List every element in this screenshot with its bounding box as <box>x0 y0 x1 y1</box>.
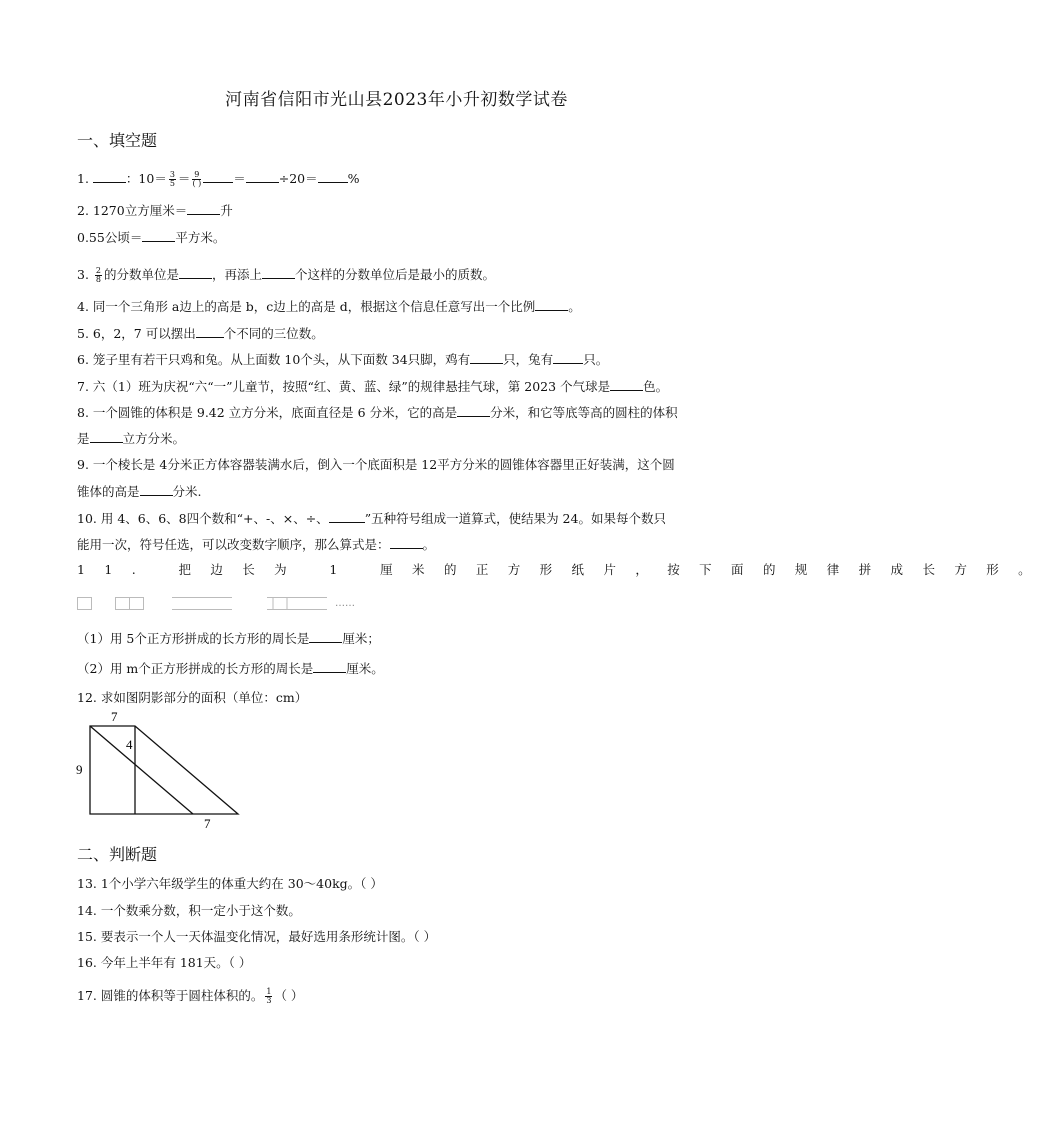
diagonal-line <box>90 726 193 814</box>
answer-blank[interactable] <box>470 351 503 364</box>
question-11: 11. 把边长为 1 厘米的正方形纸片，按下面的规律拼成长方形。 <box>77 562 1050 577</box>
label-inner: 4 <box>126 737 133 752</box>
question-11-sub-2: （2）用 m个正方形拼成的长方形的周长是 厘米。 <box>77 661 384 676</box>
answer-blank[interactable] <box>313 660 346 673</box>
answer-blank[interactable] <box>142 229 175 242</box>
answer-blank[interactable] <box>329 510 365 523</box>
question-15: 15. 要表示一个人一天体温变化情况，最好选用条形统计图。（ ） <box>77 929 437 944</box>
question-13: 13. 1个小学六年级学生的体重大约在 30～40kg。（ ） <box>77 876 383 891</box>
label-bottom: 7 <box>204 816 211 831</box>
section-judge-heading: 二、判断题 <box>77 845 158 864</box>
answer-blank[interactable] <box>179 266 212 279</box>
answer-blank[interactable] <box>187 202 220 215</box>
question-9-line-2: 锥体的高是 分米. <box>77 484 202 499</box>
tile-1-square <box>78 598 92 610</box>
question-3: 3. $\frac{2}{8}$ 的分数单位是 ，再添上 个这样的分数单位后是最小的质数。 <box>77 266 496 284</box>
answer-blank[interactable] <box>90 430 123 443</box>
fraction: $\frac{1}{3}$ <box>266 987 272 1005</box>
answer-blank[interactable] <box>309 630 342 643</box>
question-2-part-2: 0.55公顷＝ 平方米。 <box>77 230 226 245</box>
question-16: 16. 今年上半年有 181天。（ ） <box>77 955 252 970</box>
fraction: $\frac{3}{5}$ <box>169 170 175 188</box>
geometry-figure <box>73 707 248 836</box>
answer-blank[interactable] <box>457 404 490 417</box>
answer-blank[interactable] <box>535 298 568 311</box>
fraction: $\frac{9}{( )}$ <box>192 170 202 188</box>
ellipsis: …… <box>335 598 355 609</box>
square-tiles-pattern <box>77 595 377 609</box>
question-12: 12. 求如图阴影部分的面积（单位：cm） <box>77 690 308 705</box>
label-left: 9 <box>76 762 83 777</box>
question-2: 2. 1270立方厘米＝ 升 <box>77 203 233 218</box>
answer-blank[interactable] <box>246 170 279 183</box>
tile-2-square-a <box>116 598 130 610</box>
answer-blank[interactable] <box>318 170 348 183</box>
question-10: 10. 用 4、6、6、8四个数和“+、-、×、÷、 ”五种符号组成一道算式，使结果为 24。如果每个数只 <box>77 511 666 526</box>
answer-blank[interactable] <box>553 351 583 364</box>
question-8: 8. 一个圆锥的体积是 9.42 立方分米，底面直径是 6 分米，它的高是 分米，和它等底等高的圆柱的体积 <box>77 405 678 420</box>
question-8-line-2: 是 立方分米。 <box>77 431 186 446</box>
page-title: 河南省信阳市光山县2023年小升初数学试卷 <box>225 90 568 110</box>
section-fill-heading: 一、填空题 <box>77 131 158 150</box>
question-14: 14. 一个数乘分数，积一定小于这个数。 <box>77 903 301 918</box>
fraction: $\frac{2}{8}$ <box>95 266 102 284</box>
answer-blank[interactable] <box>203 170 233 183</box>
question-7: 7. 六（1）班为庆祝“六“一”儿童节，按照“红、黄、蓝、绿”的规律悬挂气球，第 2023 个气球是 色。 <box>77 379 669 394</box>
answer-blank[interactable] <box>610 378 643 391</box>
question-6: 6. 笼子里有若干只鸡和兔。从上面数 10个头，从下面数 34只脚，鸡有 只，兔有 只。 <box>77 352 609 367</box>
question-9: 9. 一个棱长是 4分米正方体容器装满水后，倒入一个底面积是 12平方分米的圆锥体容器里正好装满，这个圆 <box>77 457 675 472</box>
question-1: 1. ：10＝ $\frac{3}{5}$ ＝ $\frac{9}{( )}$ ＝ ÷20＝ % <box>77 170 360 188</box>
label-top: 7 <box>111 709 118 724</box>
answer-blank[interactable] <box>262 266 295 279</box>
answer-blank[interactable] <box>93 170 126 183</box>
question-4: 4. 同一个三角形 a边上的高是 b，c边上的高是 d，根据这个信息任意写出一个比例 。 <box>77 299 581 314</box>
answer-blank[interactable] <box>140 483 173 496</box>
question-11-sub-1: （1）用 5个正方形拼成的长方形的周长是 厘米； <box>77 631 380 646</box>
trapezoid-outline <box>90 726 238 814</box>
question-5: 5. 6，2，7 可以摆出 个不同的三位数。 <box>77 326 324 341</box>
question-17: 17. 圆锥的体积等于圆柱体积的。 $\frac{1}{3}$ （ ） <box>77 987 304 1005</box>
tile-2-square-b <box>130 598 144 610</box>
answer-blank[interactable] <box>196 325 224 338</box>
answer-blank[interactable] <box>390 536 423 549</box>
question-10-line-2: 能用一次，符号任选，可以改变数字顺序，那么算式是： 。 <box>77 537 436 552</box>
